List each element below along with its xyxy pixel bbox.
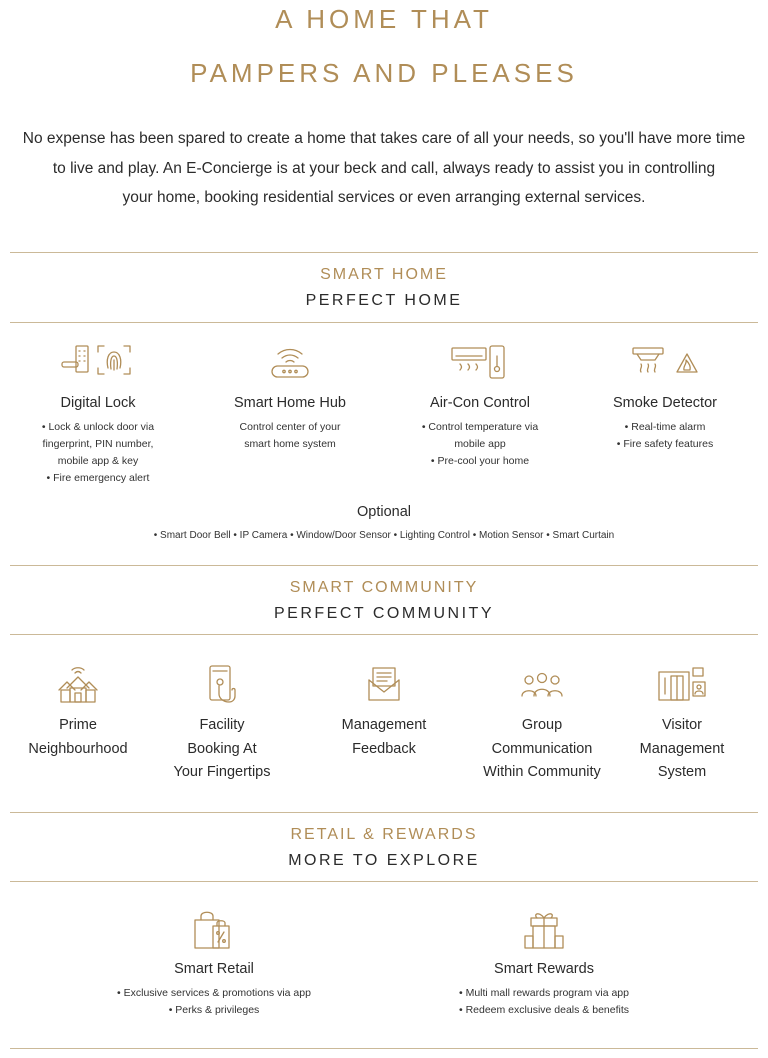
gift-box-icon <box>519 908 569 952</box>
intro-line-2: to live and play. An E-Concierge is at your beck and call, always ready to assist you in controlling <box>52 159 716 177</box>
headline-line-1: A HOME THAT <box>275 4 493 34</box>
smart-home-hub-icon <box>250 342 330 382</box>
management-feedback-label: Management <box>341 717 427 733</box>
optional-list: • Smart Door Bell • IP Camera • Window/Door Sensor • Lighting Control • Motion Sensor • Smart Curtain <box>153 530 615 541</box>
retail-heading: RETAIL & REWARDS <box>290 826 478 843</box>
group-people-icon <box>519 664 565 706</box>
digital-lock-bullet: mobile app & key <box>57 454 139 467</box>
feature-digital-lock <box>28 342 168 487</box>
group-communication-label: Communication <box>491 740 593 757</box>
smart-home-hub-bullet: smart home system <box>244 437 336 450</box>
smart-retail-bullet: • Perks & privileges <box>168 1003 260 1016</box>
divider <box>10 322 758 323</box>
divider <box>10 881 758 882</box>
digital-lock-title: Digital Lock <box>60 395 136 411</box>
optional-title: Optional <box>356 504 411 520</box>
divider <box>10 252 758 253</box>
divider <box>10 1048 758 1049</box>
smart-rewards-title: Smart Rewards <box>494 961 594 977</box>
smoke-detector-title: Smoke Detector <box>613 395 717 411</box>
facility-booking-label: Booking At <box>187 740 257 757</box>
intro-paragraph <box>0 124 768 213</box>
visitor-management-icon <box>655 664 709 706</box>
facility-booking-label: Facility <box>199 717 245 733</box>
air-con-icon <box>440 342 520 382</box>
neighbourhood-icon <box>55 664 101 706</box>
smoke-detector-bullet: • Real-time alarm <box>624 420 706 433</box>
digital-lock-bullet: • Lock & unlock door via <box>41 420 155 433</box>
smoke-detector-bullet: • Fire safety features <box>616 437 714 450</box>
community-facility-booking <box>160 664 284 785</box>
smart-home-subheading: PERFECT HOME <box>305 292 463 309</box>
digital-lock-bullet: fingerprint, PIN number, <box>42 437 154 450</box>
air-con-title: Air-Con Control <box>430 395 530 411</box>
visitor-management-label: Visitor <box>661 717 703 733</box>
community-prime-neighbourhood <box>12 664 144 761</box>
feature-smart-home-hub <box>210 342 370 453</box>
digital-lock-icon <box>58 342 138 382</box>
intro-line-1: No expense has been spared to create a home that takes care of all your needs, so you'll have more time <box>22 130 746 147</box>
smoke-detector-icon <box>625 342 705 382</box>
divider <box>10 634 758 635</box>
prime-neighbourhood-label: Prime <box>59 717 97 733</box>
feature-smart-retail <box>84 908 344 1019</box>
community-group-communication <box>470 664 614 785</box>
facility-booking-label: Your Fingertips <box>173 764 271 780</box>
smart-home-hub-title: Smart Home Hub <box>233 395 346 411</box>
group-communication-label: Group <box>521 717 563 733</box>
facility-booking-icon <box>199 664 245 706</box>
digital-lock-bullet: • Fire emergency alert <box>46 471 150 484</box>
divider <box>10 812 758 813</box>
visitor-management-label: System <box>657 764 707 780</box>
smart-retail-bullet: • Exclusive services & promotions via app <box>117 986 311 999</box>
smart-rewards-bullet: • Redeem exclusive deals & benefits <box>458 1003 629 1016</box>
headline-line-2: PAMPERS AND PLEASES <box>190 58 578 88</box>
divider <box>10 565 758 566</box>
shopping-bag-icon <box>189 908 239 952</box>
community-management-feedback <box>322 664 446 761</box>
visitor-management-label: Management <box>639 740 725 757</box>
smart-home-heading: SMART HOME <box>320 266 448 283</box>
intro-line-3: your home, booking residential services or even arranging external services. <box>122 189 646 206</box>
air-con-bullet: • Control temperature via <box>421 420 539 433</box>
smart-home-hub-bullet: Control center of your <box>239 420 341 433</box>
feedback-envelope-icon <box>361 664 407 706</box>
feature-air-con-control <box>400 342 560 470</box>
smart-rewards-bullet: • Multi mall rewards program via app <box>459 986 629 999</box>
smart-retail-title: Smart Retail <box>174 961 254 977</box>
smart-community-heading: SMART COMMUNITY <box>289 579 479 596</box>
group-communication-label: Within Community <box>483 764 601 780</box>
management-feedback-label: Feedback <box>352 740 416 757</box>
air-con-bullet: mobile app <box>454 437 506 450</box>
air-con-bullet: • Pre-cool your home <box>430 454 530 467</box>
prime-neighbourhood-label: Neighbourhood <box>28 740 128 757</box>
community-visitor-management <box>626 664 738 785</box>
smart-community-subheading: PERFECT COMMUNITY <box>274 605 494 622</box>
retail-subheading: MORE TO EXPLORE <box>288 852 480 869</box>
feature-smoke-detector <box>590 342 740 453</box>
feature-smart-rewards <box>414 908 674 1019</box>
